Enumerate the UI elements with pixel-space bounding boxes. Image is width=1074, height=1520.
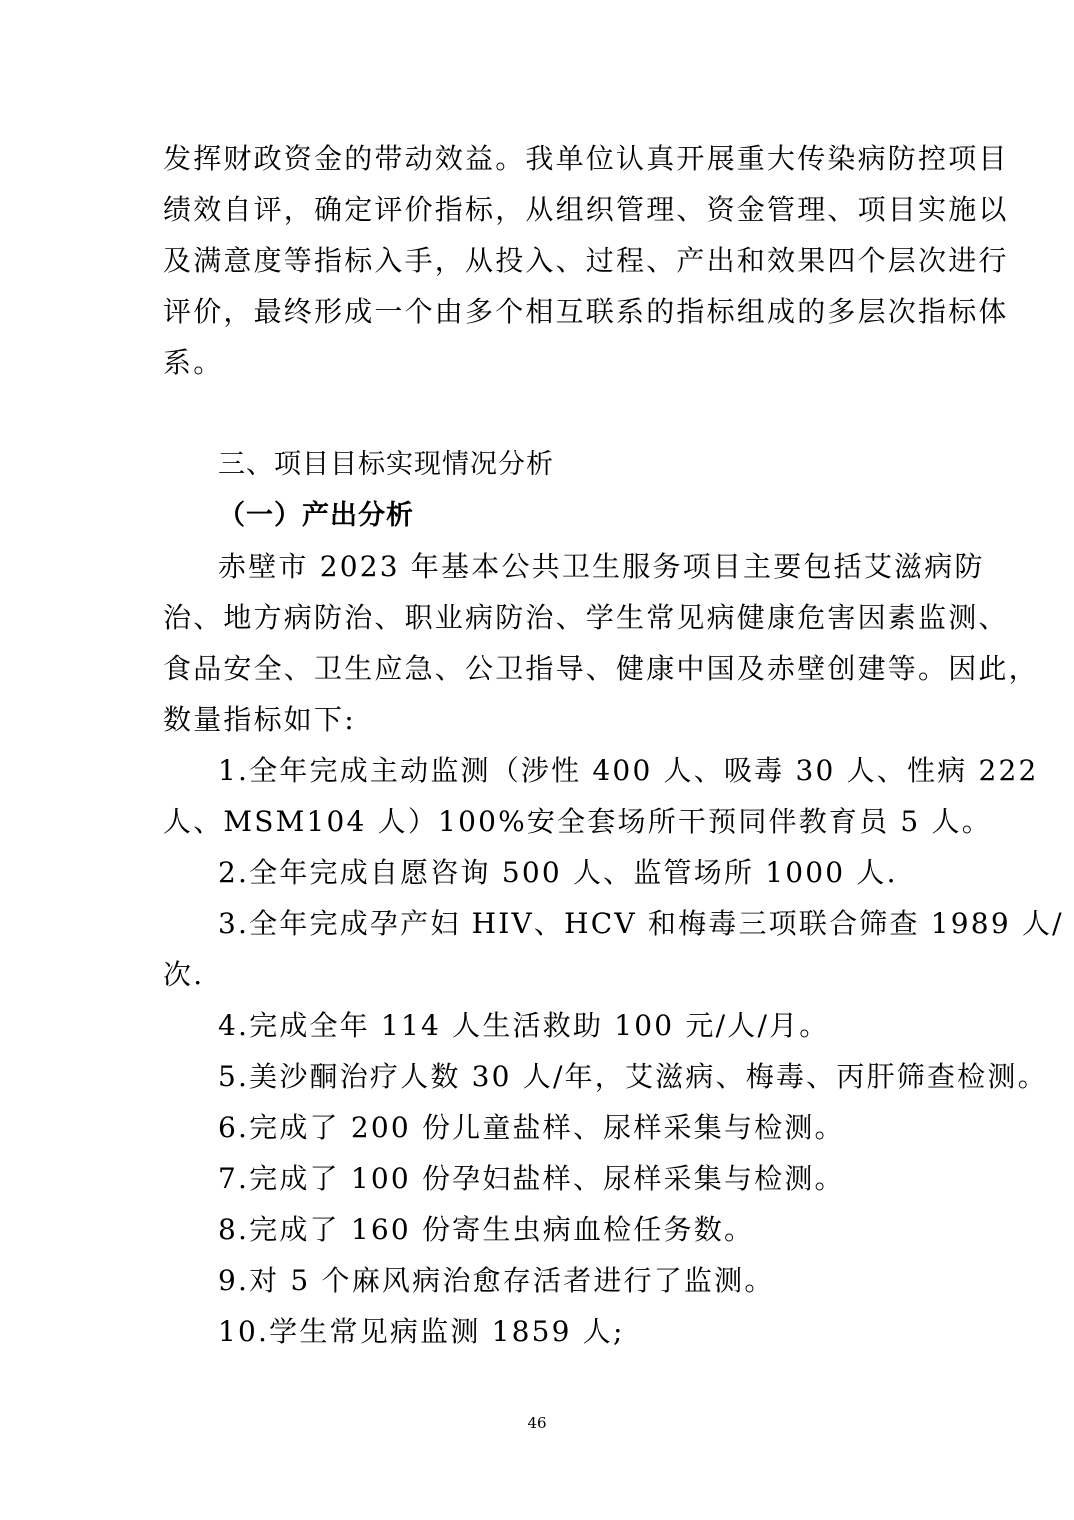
- list-item: 10.学生常见病监测 1859 人;: [218, 1315, 625, 1348]
- list-item-continuation: 人、MSM104 人）100%安全套场所干预同伴教育员 5 人。: [163, 805, 992, 838]
- page-number: 46: [527, 1414, 547, 1432]
- body-text-line: 治、地方病防治、职业病防治、学生常见病健康危害因素监测、: [163, 601, 1009, 634]
- list-item: 2.全年完成自愿咨询 500 人、监管场所 1000 人.: [218, 856, 898, 889]
- body-text-line: 系。: [163, 346, 224, 379]
- list-item: 9.对 5 个麻风病治愈存活者进行了监测。: [218, 1264, 775, 1297]
- list-item: 3.全年完成孕产妇 HIV、HCV 和梅毒三项联合筛查 1989 人/: [218, 907, 1064, 940]
- body-text-line: 赤壁市 2023 年基本公共卫生服务项目主要包括艾滋病防: [218, 550, 985, 583]
- body-text-line: 绩效自评，确定评价指标，从组织管理、资金管理、项目实施以: [163, 193, 1009, 226]
- body-text-line: 食品安全、卫生应急、公卫指导、健康中国及赤壁创建等。因此，: [163, 652, 1039, 685]
- list-item: 5.美沙酮治疗人数 30 人/年，艾滋病、梅毒、丙肝筛查检测。: [218, 1060, 1048, 1093]
- list-item: 8.完成了 160 份寄生虫病血检任务数。: [218, 1213, 755, 1246]
- body-text-line: 数量指标如下:: [163, 703, 356, 736]
- list-item-continuation: 次.: [163, 958, 205, 991]
- list-item: 7.完成了 100 份孕妇盐样、尿样采集与检测。: [218, 1162, 845, 1195]
- section-heading: 三、项目目标实现情况分析: [218, 449, 554, 480]
- body-text-line: 评价，最终形成一个由多个相互联系的指标组成的多层次指标体: [163, 295, 1009, 328]
- body-text-line: 发挥财政资金的带动效益。我单位认真开展重大传染病防控项目: [163, 142, 1009, 175]
- list-item: 1.全年完成主动监测（涉性 400 人、吸毒 30 人、性病 222: [218, 754, 1039, 787]
- subsection-heading: （一）产出分析: [218, 500, 414, 531]
- body-text-line: 及满意度等指标入手，从投入、过程、产出和效果四个层次进行: [163, 244, 1009, 277]
- list-item: 6.完成了 200 份儿童盐样、尿样采集与检测。: [218, 1111, 845, 1144]
- list-item: 4.完成全年 114 人生活救助 100 元/人/月。: [218, 1009, 830, 1042]
